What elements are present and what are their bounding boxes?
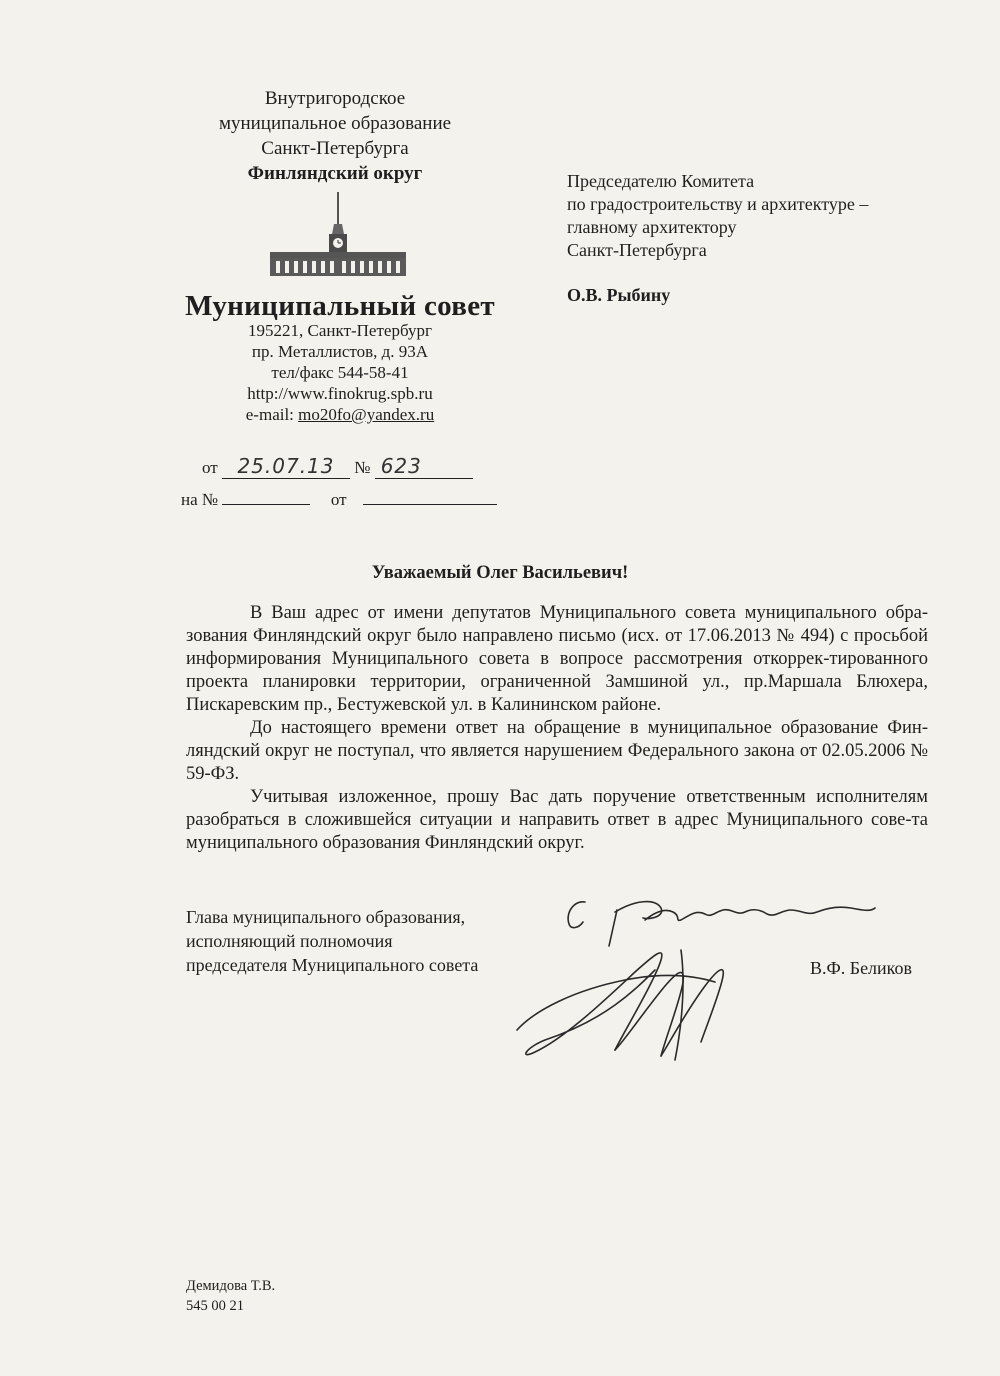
addressee-line-1: Председателю Комитета	[567, 171, 755, 191]
ref-number-blank	[222, 504, 310, 505]
outgoing-date: 25.07.13	[237, 454, 335, 478]
addressee-name: О.В. Рыбину	[567, 285, 671, 305]
number-label: №	[354, 458, 371, 477]
outgoing-number: 623	[380, 454, 422, 478]
phone-fax: тел/факс 544-58-41	[271, 363, 409, 382]
date-field	[222, 454, 350, 479]
org-line-2: муниципальное образование	[218, 113, 452, 134]
executor-block	[186, 1276, 275, 1316]
email-row	[205, 404, 475, 425]
date-label: от	[202, 458, 218, 477]
postal-address-2: пр. Металлистов, д. 93А	[251, 342, 429, 361]
org-line-1: Внутригородское	[264, 88, 406, 109]
ref-number-label: на №	[181, 490, 219, 509]
number-field	[375, 454, 473, 479]
outgoing-number-line	[202, 454, 473, 479]
contact-block	[205, 320, 475, 425]
signatory-title-3: председателя Муниципального совета	[186, 955, 479, 975]
paragraph-3: Учитывая изложенное, прошу Вас дать поручение ответственным исполнителям разобраться в сложившейся ситуации и направить ответ в адрес Муниципального сове-та муниципального образования Финляндский округ.	[186, 787, 928, 853]
ref-date-label: от	[330, 490, 347, 509]
email-label: e-mail:	[245, 405, 294, 424]
reference-line	[181, 490, 497, 510]
executor-name: Демидова Т.В.	[186, 1278, 276, 1294]
letter-body	[186, 602, 928, 855]
signatory-title-2: исполняющий полномочия	[186, 931, 393, 951]
executor-phone: 545 00 21	[186, 1298, 244, 1314]
addressee-line-4: Санкт-Петербурга	[567, 240, 707, 260]
signatory-title	[186, 905, 546, 977]
addressee-line-2: по градостроительству и архитектуре –	[567, 194, 869, 214]
signatory-name: В.Ф. Беликов	[810, 958, 912, 978]
paragraph-2: До настоящего времени ответ на обращение в муниципальное образование Фин-ляндский округ не поступал, что является нарушением Федерального закона от 02.05.2006 № 59-ФЗ.	[186, 718, 928, 784]
organization-name	[180, 86, 490, 186]
addressee-block	[567, 170, 947, 262]
addressee-line-3: главному архитектору	[567, 217, 737, 237]
website-link[interactable]: http://www.finokrug.spb.ru	[247, 384, 433, 403]
handwritten-signature-icon	[505, 890, 885, 1070]
signatory-title-1: Глава муниципального образования,	[186, 907, 466, 927]
org-line-3: Санкт-Петербурга	[261, 138, 409, 159]
paragraph-1: В Ваш адрес от имени депутатов Муниципального совета муниципального обра-зования Финляндский округ было направлено письмо (исх. от 17.06.2013 № 494) с просьбой информирования Муниципального совета в вопросе рассмотрения откоррек-тированного проекта планировки территории, ограниченной Замшиной ул., пр.Маршала Блюхера, Пискаревским пр., Бестужевской ул. в Калининском районе.	[186, 603, 928, 715]
ref-date-blank	[363, 504, 497, 505]
council-title: Муниципальный совет	[185, 290, 495, 322]
org-line-4: Финляндский округ	[247, 163, 423, 184]
postal-address-1: 195221, Санкт-Петербург	[248, 321, 432, 340]
email-link[interactable]: mo20fo@yandex.ru	[298, 405, 435, 424]
building-emblem-icon	[268, 190, 408, 276]
salutation: Уважаемый Олег Васильевич!	[371, 563, 629, 583]
